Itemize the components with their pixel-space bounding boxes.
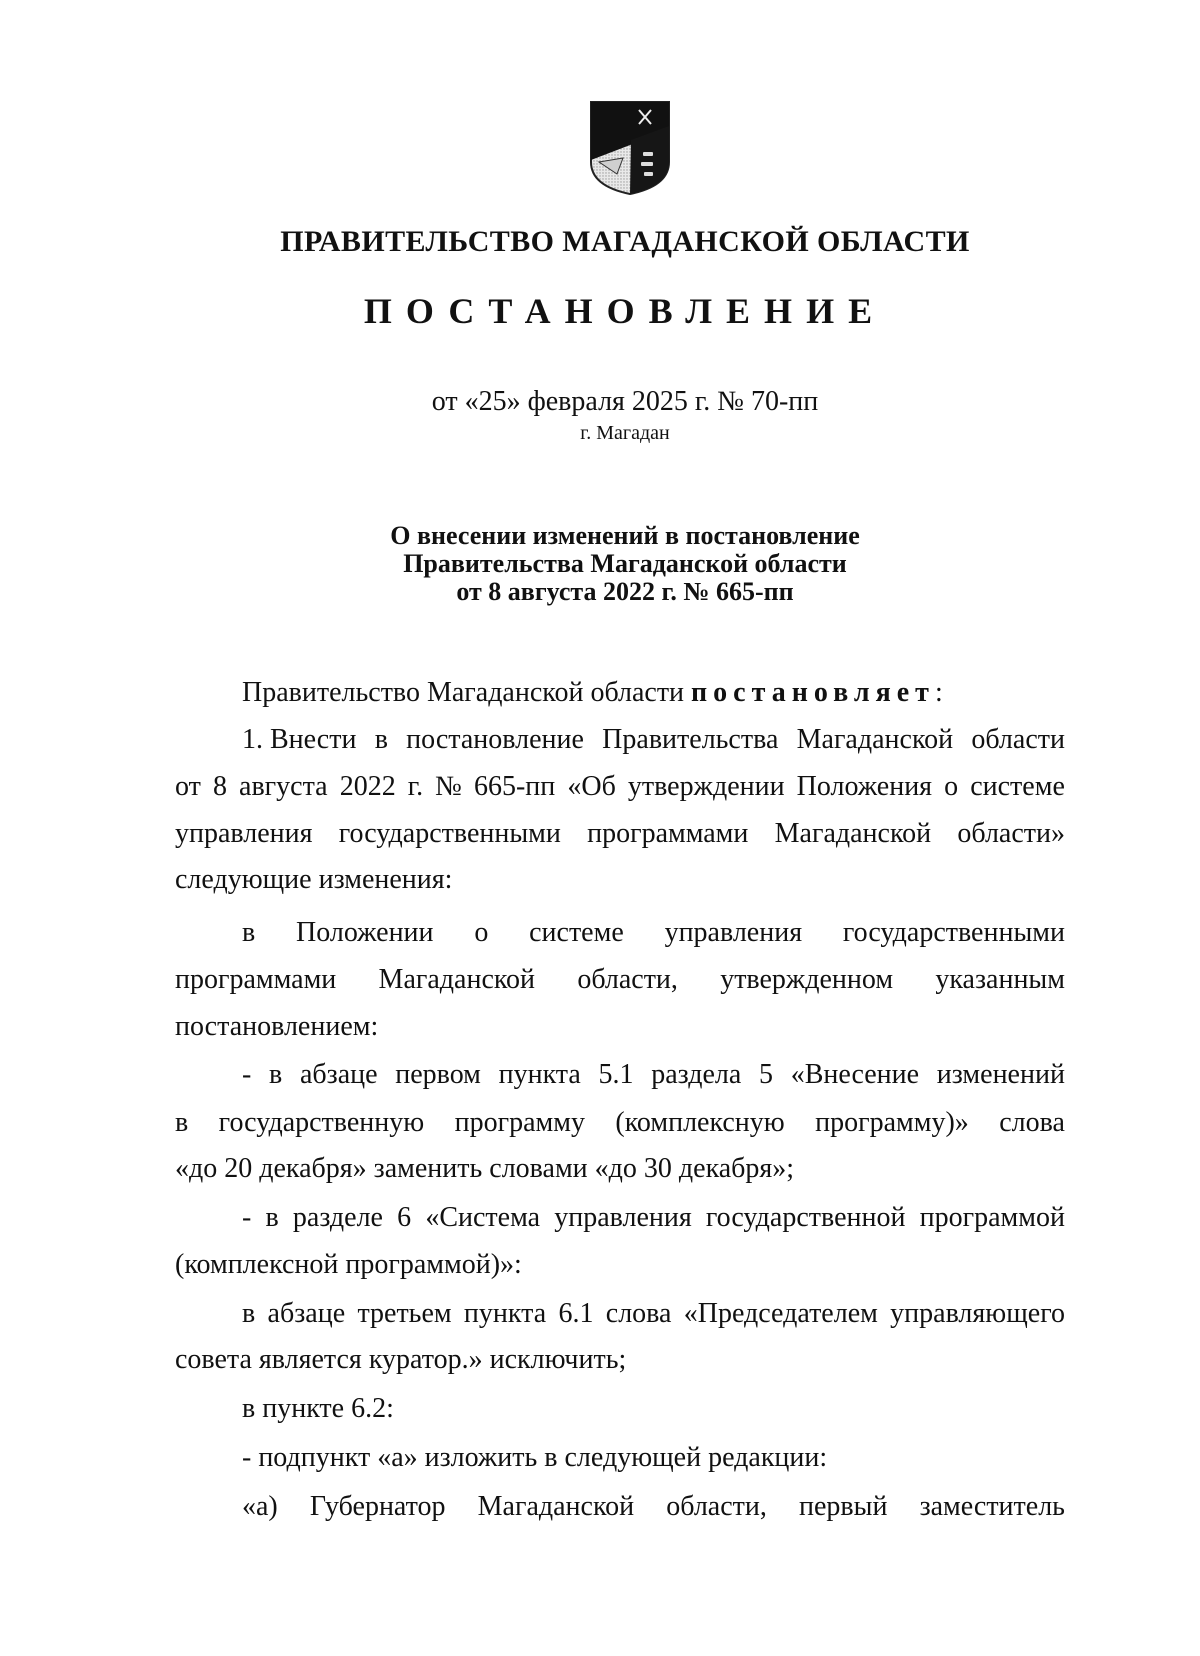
word: Правительства	[602, 724, 779, 755]
word: управляющего	[890, 1298, 1065, 1329]
word: 665-пп	[473, 771, 556, 802]
word: области,	[666, 1491, 767, 1522]
paragraph-1-line-4: следующие изменения:	[175, 864, 453, 895]
word: в	[374, 724, 388, 755]
paragraph-7: - подпункт «а» изложить в следующей редакции:	[242, 1442, 828, 1473]
word: слова	[605, 1298, 672, 1329]
word: утвержденном	[720, 964, 894, 995]
word: программой	[919, 1202, 1065, 1233]
word: 8	[212, 771, 227, 802]
word: управления	[664, 917, 803, 948]
word: о	[944, 771, 959, 802]
word: программами	[175, 964, 337, 995]
word: «Об	[567, 771, 616, 802]
word: изменений	[936, 1059, 1065, 1090]
word: утверждении	[627, 771, 785, 802]
word: «Председателем	[683, 1298, 878, 1329]
word: Положения	[796, 771, 933, 802]
word: -	[242, 1059, 252, 1090]
word: первом	[395, 1059, 481, 1090]
word: указанным	[935, 964, 1065, 995]
word: программу)»	[815, 1107, 969, 1138]
word: -	[242, 1202, 252, 1233]
paragraph-8-line-1	[242, 1490, 1065, 1524]
paragraph-4-line-2: (комплексной программой)»:	[175, 1249, 522, 1280]
word: пункта	[498, 1059, 581, 1090]
word: абзаце	[299, 1059, 378, 1090]
word: в	[175, 1107, 189, 1138]
paragraph-1-line-3	[175, 817, 1065, 851]
word: августа	[239, 771, 328, 802]
word: пункта	[463, 1298, 547, 1329]
word: в	[242, 917, 256, 948]
document-type: ПОСТАНОВЛЕНИЕ	[363, 291, 887, 331]
word: государственной	[705, 1202, 906, 1233]
word: Положении	[296, 917, 434, 948]
word: области	[971, 724, 1065, 755]
word: управления	[175, 818, 313, 849]
word: 5.1	[598, 1059, 634, 1090]
preamble-end: :	[934, 677, 943, 708]
word: 6	[397, 1202, 412, 1233]
word: г.	[407, 771, 424, 802]
word: «Система	[425, 1202, 541, 1233]
word: системе	[970, 771, 1065, 802]
word: Магаданской	[477, 1491, 635, 1522]
word: Губернатор	[309, 1491, 446, 1522]
word: 2022	[339, 771, 396, 802]
word: 5	[758, 1059, 773, 1090]
subject-line-1: О внесении изменений в постановление	[390, 521, 860, 550]
paragraph-1-line-1	[242, 723, 1065, 757]
word: 1. Внести	[242, 724, 357, 755]
word: Магаданской	[796, 724, 954, 755]
word: «Внесение	[790, 1059, 920, 1090]
word: первый	[799, 1491, 888, 1522]
paragraph-5-line-2: совета является куратор.» исключить;	[175, 1344, 627, 1375]
word: в	[242, 1298, 256, 1329]
word: разделе	[292, 1202, 383, 1233]
paragraph-1-line-2	[175, 770, 1065, 804]
paragraph-2-line-3: постановлением:	[175, 1011, 379, 1042]
paragraph-2-line-1	[242, 916, 1065, 950]
word: (комплексную	[615, 1107, 785, 1138]
word: абзаце	[267, 1298, 346, 1329]
subject-line-2: Правительства Магаданской области	[403, 549, 847, 578]
coat-of-arms-icon	[587, 100, 673, 196]
organization-title: ПРАВИТЕЛЬСТВО МАГАДАНСКОЙ ОБЛАСТИ	[280, 225, 970, 258]
word: управления	[554, 1202, 692, 1233]
paragraph-2-line-2	[175, 963, 1065, 997]
preamble-text: Правительство Магаданской области	[242, 677, 685, 708]
word: №	[435, 771, 462, 802]
word: в	[265, 1202, 279, 1233]
word: в	[269, 1059, 283, 1090]
word: программу	[454, 1107, 585, 1138]
document-subject	[0, 522, 1200, 606]
word: постановление	[406, 724, 584, 755]
preamble	[242, 676, 943, 710]
paragraph-4-line-1	[242, 1201, 1065, 1235]
word: программами	[587, 818, 749, 849]
paragraph-3-line-1	[242, 1058, 1065, 1092]
word: системе	[529, 917, 624, 948]
subject-line-3: от 8 августа 2022 г. № 665-пп	[456, 577, 794, 606]
document-date-number: от «25» февраля 2025 г. № 70-пп	[431, 386, 819, 417]
word: от	[175, 771, 201, 802]
word: области,	[577, 964, 678, 995]
paragraph-3-line-3: «до 20 декабря» заменить словами «до 30 декабря»;	[175, 1153, 795, 1184]
word: раздела	[651, 1059, 742, 1090]
word: государственными	[842, 917, 1065, 948]
paragraph-6: в пункте 6.2:	[242, 1393, 394, 1424]
word: 6.1	[558, 1298, 594, 1329]
word: заместитель	[919, 1491, 1065, 1522]
word: государственными	[338, 818, 561, 849]
word: области»	[957, 818, 1065, 849]
document-city: г. Магадан	[580, 422, 670, 444]
word: о	[474, 917, 489, 948]
paragraph-5-line-1	[242, 1297, 1065, 1331]
word: «а)	[242, 1491, 278, 1522]
word: третьем	[357, 1298, 452, 1329]
word: Магаданской	[774, 818, 932, 849]
preamble-verb: постановляет	[691, 677, 935, 708]
paragraph-3-line-2	[175, 1106, 1065, 1140]
word: слова	[999, 1107, 1065, 1138]
word: Магаданской	[378, 964, 536, 995]
word: государственную	[218, 1107, 425, 1138]
